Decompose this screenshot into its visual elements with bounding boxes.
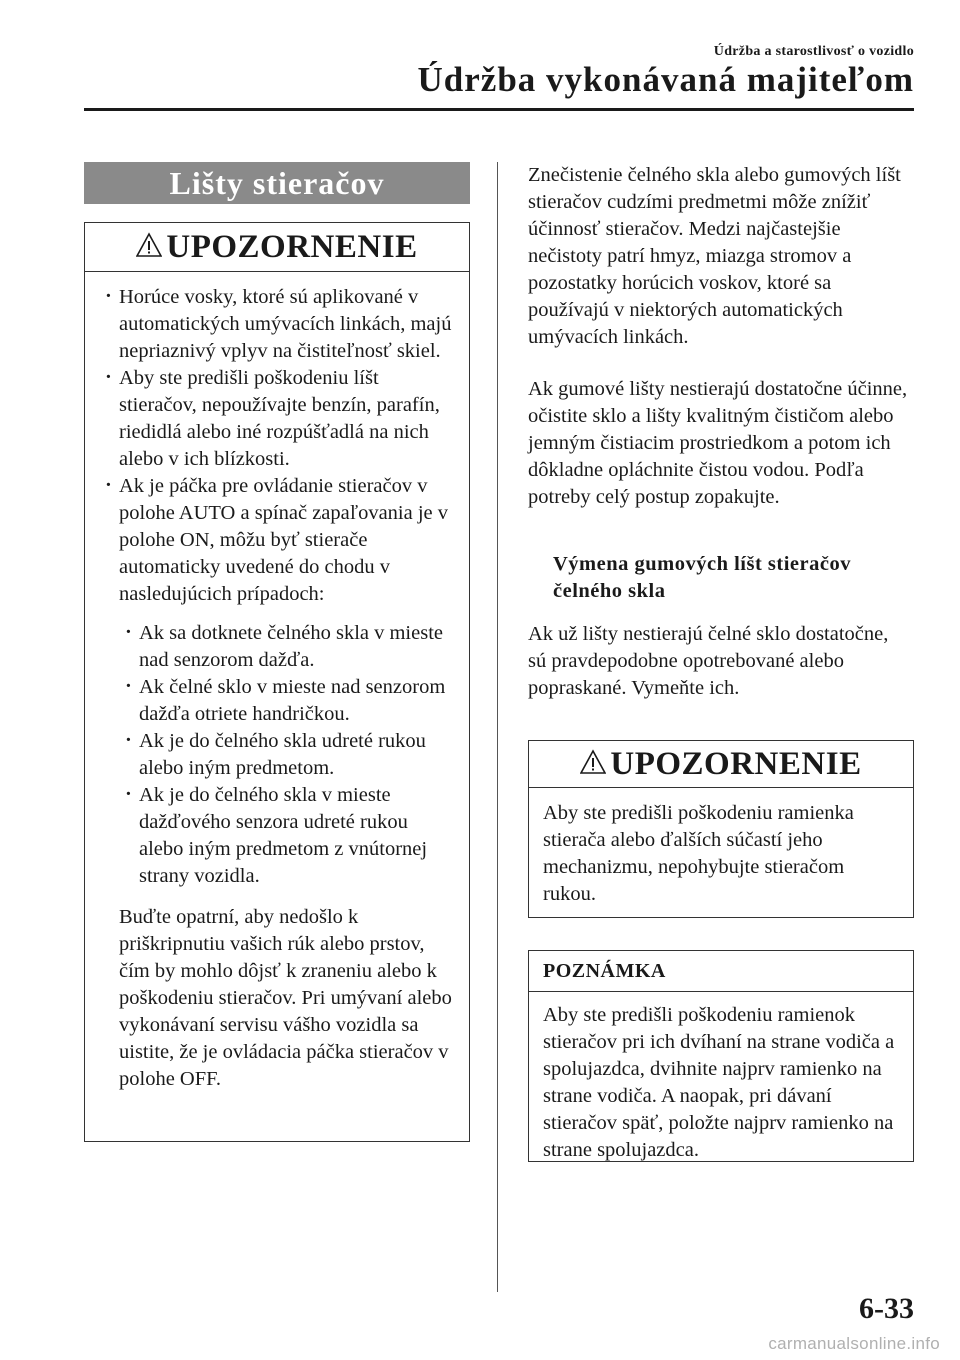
column-divider — [497, 162, 498, 1292]
caution-closing: Buďte opatrní, aby nedošlo k priškripnutiu vašich rúk alebo prstov, čím by mohlo dôjsť k zraneniu alebo k poškodeniu stieračov. Pri umývaní alebo vykonávaní servisu vášho vozidla sa uistite, že je ovládacia páčka stieračov v polohe OFF. — [119, 906, 452, 1090]
caution-box-2 — [528, 740, 914, 918]
caution-bullet: · Ak je páčka pre ovládanie stieračov v polohe AUTO a spínač zapaľovania je v polohe ON, môžu byť stierače automaticky uvedené do chodu v nasledujúcich prípadoch: — [103, 473, 455, 608]
paragraph-cleaning: Ak gumové lišty nestierajú dostatočne účinne, očistite sklo a lišty kvalitným čističom alebo jemným čistiacim prostriedkom a potom ich dôkladne opláchnite čistou vodou. Podľa potreby celý postup zopakujte. — [528, 378, 908, 508]
note-title: POZNÁMKA — [543, 959, 666, 982]
caution-sub-bullet: · Ak je do čelného skla udreté rukou alebo iným predmetom. — [123, 728, 455, 782]
caution-bullet: · Horúce vosky, ktoré sú aplikované v automatických umývacích linkách, majú nepriaznivý vplyv na čistiteľnosť skiel. — [103, 284, 455, 365]
paragraph-contamination: Znečistenie čelného skla alebo gumových líšt stieračov cudzími predmetmi môže znížiť účinnosť stieračov. Medzi najčastejšie nečistoty patrí hmyz, miazga stromov a pozostatky horúcich voskov, ktoré sa používajú v niektorých automatických umývacích linkách. — [528, 164, 901, 348]
caution-title: UPOZORNENIE — [166, 228, 418, 265]
watermark: carmanualsonline.info — [768, 1334, 940, 1353]
caution-text-2: Aby ste predišli poškodeniu ramienka stierača alebo ďalších súčastí jeho mechanizmu, nepohybujte stieračom rukou. — [543, 802, 854, 905]
caution-header — [85, 223, 469, 272]
note-header — [529, 951, 913, 992]
caution-sub-bullet: · Ak sa dotknete čelného skla v mieste nad senzorom dažďa. — [123, 620, 455, 674]
header-rule — [84, 108, 914, 111]
section-header: Údržba vykonávaná majiteľom — [417, 60, 914, 99]
caution-sub-bullet: · Ak je do čelného skla v mieste dažďového senzora udreté rukou alebo iným predmetom z vnútornej strany vozidla. — [123, 782, 455, 890]
note-box — [528, 950, 914, 1162]
caution-sub-bullet: · Ak čelné sklo v mieste nad senzorom dažďa otriete handričkou. — [123, 674, 455, 728]
warning-icon — [580, 749, 606, 775]
caution-bullet: · Aby ste predišli poškodeniu líšt stieračov, nepoužívajte benzín, parafín, riedidlá alebo iné rozpúšťadlá na nich alebo v ich blízkosti. — [103, 365, 455, 473]
caution-header-2 — [529, 741, 913, 788]
caution-box — [84, 222, 470, 1142]
paragraph-replace: Ak už lišty nestierajú čelné sklo dostatočne, sú pravdepodobne opotrebované alebo popraskané. Vymeňte ich. — [528, 623, 889, 699]
subheading-replacement: Výmena gumových líšt stieračov čelného skla — [553, 553, 851, 602]
note-text: Aby ste predišli poškodeniu ramienok stieračov pri ich dvíhaní na strane vodiča a spolujazdca, dvihnite najprv ramienko na strane vodiča. A naopak, pri dávaní stieračov späť, položte najprv ramienko na strane spolujazdca. — [543, 1004, 895, 1161]
warning-icon — [136, 232, 162, 258]
section-title: Lišty stieračov — [84, 162, 470, 204]
caution-title-2: UPOZORNENIE — [610, 745, 862, 782]
page-number: 6-33 — [859, 1292, 914, 1325]
chapter-header: Údržba a starostlivosť o vozidlo — [713, 44, 914, 59]
